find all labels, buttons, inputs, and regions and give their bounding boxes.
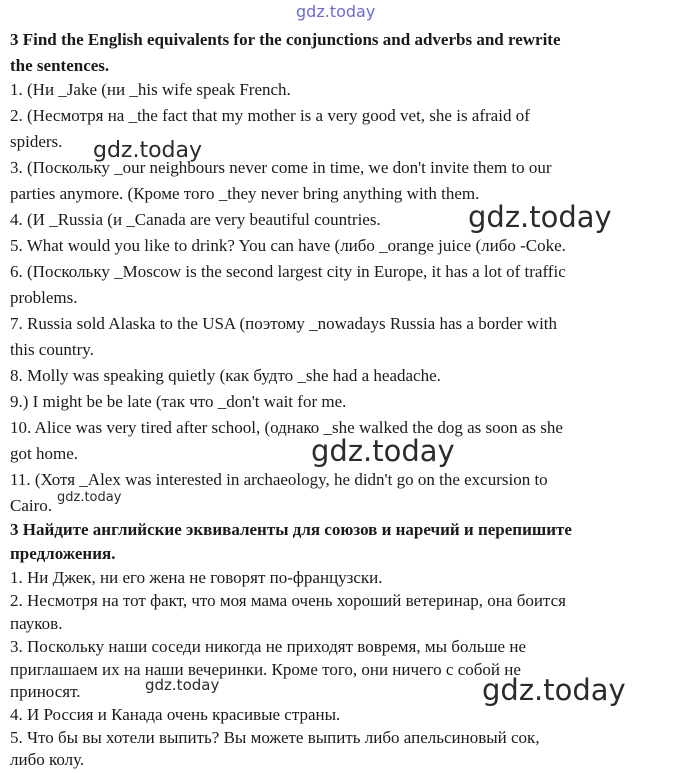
watermark-4: gdz.today bbox=[57, 490, 122, 505]
task-heading-ru-cont: предложения. bbox=[10, 544, 116, 563]
watermark-5: gdz.today bbox=[145, 676, 220, 694]
task-heading-en: 3 Find the English equivalents for the conjunctions and adverbs and rewrite bbox=[10, 30, 561, 49]
sentence-en-2-cont: spiders. bbox=[10, 132, 63, 151]
sentence-en-7-cont: this country. bbox=[10, 340, 94, 359]
sentence-ru-3: 3. Поскольку наши соседи никогда не приходят вовремя, мы больше не bbox=[10, 637, 526, 656]
sentence-en-1: 1. (Ни _Jake (ни _his wife speak French. bbox=[10, 80, 291, 99]
task-heading-ru: 3 Найдите английские эквиваленты для союзов и наречий и перепишите bbox=[10, 520, 572, 539]
watermark-6: gdz.today bbox=[482, 673, 626, 707]
sentence-ru-2-cont: пауков. bbox=[10, 614, 63, 633]
sentence-ru-3-cont2: приносят. bbox=[10, 682, 81, 701]
sentence-en-11: 11. (Хотя _Alex was interested in archaeology, he didn't go on the excursion to bbox=[10, 470, 548, 489]
sentence-en-6: 6. (Поскольку _Moscow is the second largest city in Europe, it has a lot of traffic bbox=[10, 262, 566, 281]
watermark-3: gdz.today bbox=[311, 434, 455, 468]
sentence-en-10-cont: got home. bbox=[10, 444, 78, 463]
sentence-en-5: 5. What would you like to drink? You can have (либо _orange juice (либо -Coke. bbox=[10, 236, 566, 255]
sentence-ru-5-cont: либо колу. bbox=[10, 750, 85, 769]
sentence-en-11-cont: Cairo. bbox=[10, 496, 53, 515]
sentence-en-2: 2. (Несмотря на _the fact that my mother is a very good vet, she is afraid of bbox=[10, 106, 530, 125]
sentence-ru-4: 4. И Россия и Канада очень красивые страны. bbox=[10, 705, 341, 724]
sentence-ru-5: 5. Что бы вы хотели выпить? Вы можете выпить либо апельсиновый сок, bbox=[10, 728, 540, 747]
sentence-en-8: 8. Molly was speaking quietly (как будто _she had a headache. bbox=[10, 366, 441, 385]
watermark-1: gdz.today bbox=[93, 138, 203, 163]
sentence-en-10: 10. Alice was very tired after school, (однако _she walked the dog as soon as she bbox=[10, 418, 563, 437]
sentence-ru-1: 1. Ни Джек, ни его жена не говорят по-французски. bbox=[10, 568, 383, 587]
sentence-en-9: 9.) I might be be late (так что _don't wait for me. bbox=[10, 392, 347, 411]
task-heading-en-cont: the sentences. bbox=[10, 56, 110, 75]
sentence-en-3: 3. (Поскольку _our neighbours never come in time, we don't invite them to our bbox=[10, 158, 552, 177]
watermark-2: gdz.today bbox=[468, 200, 612, 234]
sentence-en-6-cont: problems. bbox=[10, 288, 78, 307]
sentence-en-3-cont: parties anymore. (Кроме того _they never bring anything with them. bbox=[10, 184, 480, 203]
watermark-top: gdz.today bbox=[296, 2, 376, 21]
sentence-ru-3-cont: приглашаем их на наши вечеринки. Кроме того, они ничего с собой не bbox=[10, 660, 521, 679]
sentence-ru-2: 2. Несмотря на тот факт, что моя мама очень хороший ветеринар, она боится bbox=[10, 591, 566, 610]
sentence-en-7: 7. Russia sold Alaska to the USA (поэтому _nowadays Russia has a border with bbox=[10, 314, 558, 333]
sentence-en-4: 4. (И _Russia (и _Canada are very beautiful countries. bbox=[10, 210, 381, 229]
